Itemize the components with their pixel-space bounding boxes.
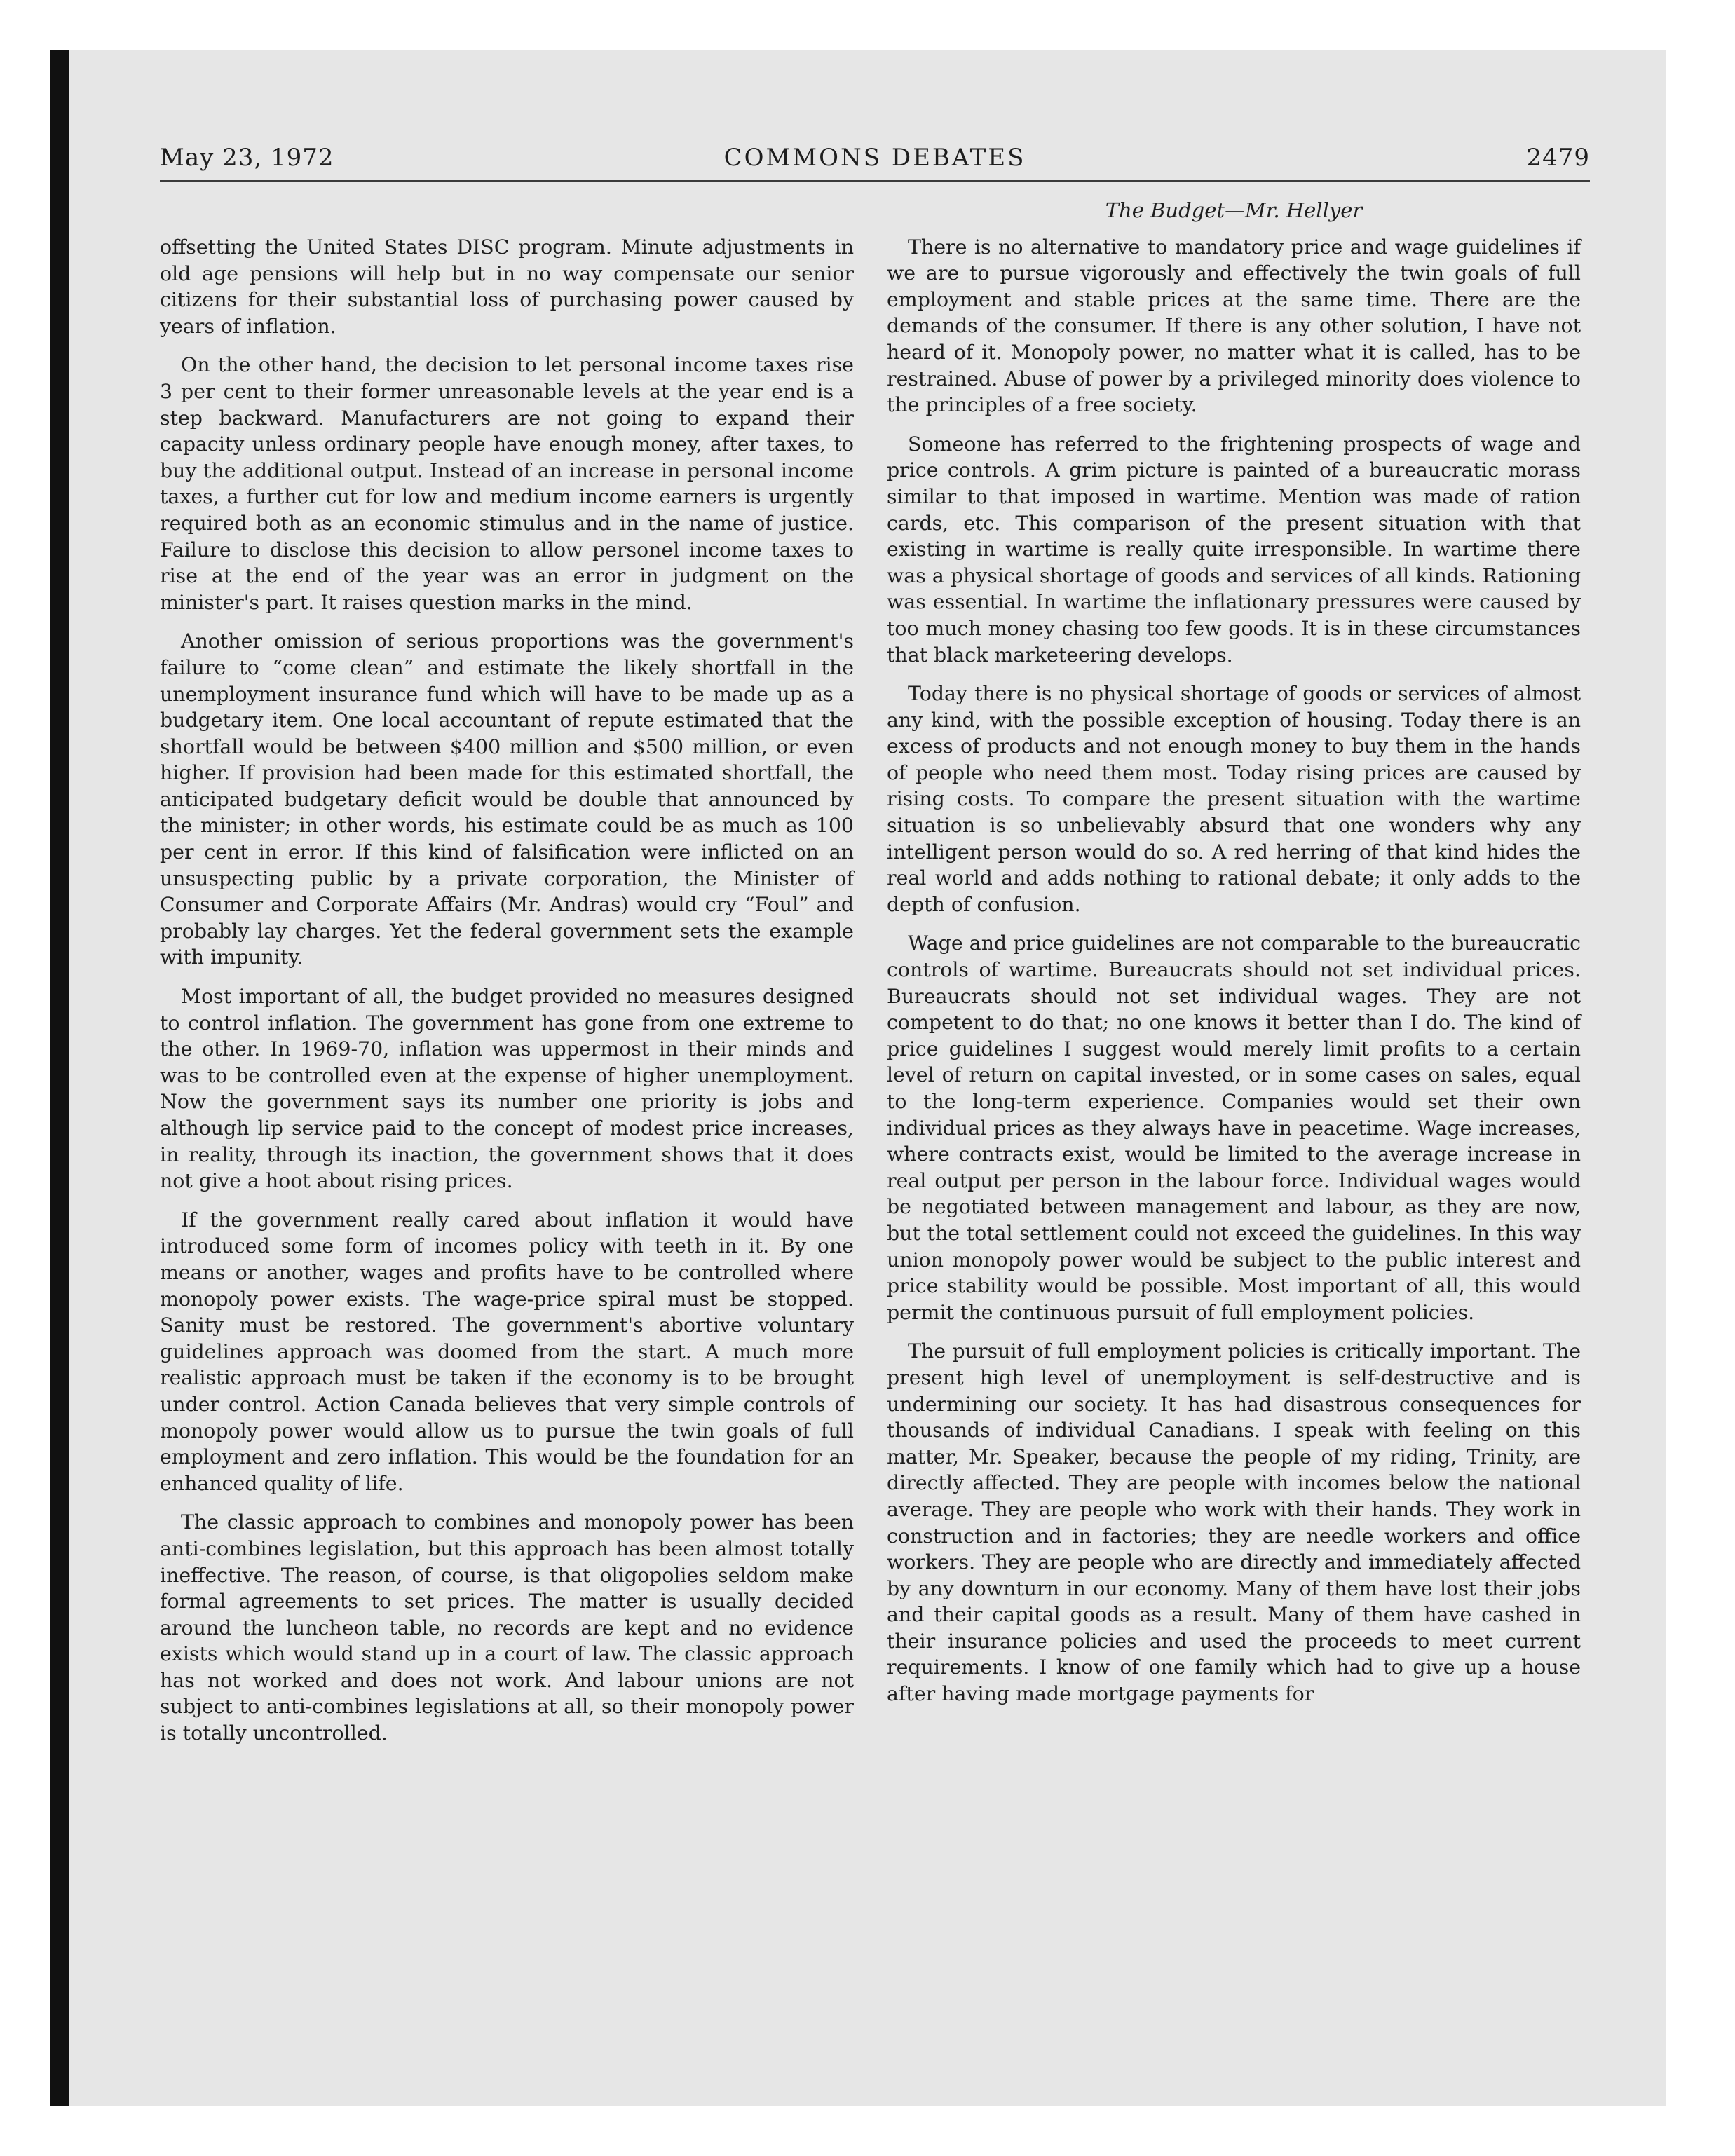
running-head: The Budget—Mr. Hellyer: [1105, 198, 1363, 222]
header-page-number: 2479: [1526, 144, 1590, 172]
paragraph: offsetting the United States DISC program. Minute adjustments in old age pensions will help but in no way compensate our senior citizens for their substantial loss of purchasing power caused by years of inflation.: [160, 236, 854, 338]
paragraph: Most important of all, the budget provided no measures designed to control inflation. The government has gone from one extreme to the other. In 1969-70, inflation was uppermost in their minds and was to be controlled even at the expense of higher unemployment. Now the government says its number one priority is jobs and although lip service paid to the concept of modest price increases, in reality, through its inaction, the government shows that it does not give a hoot about rising prices.: [160, 985, 854, 1193]
paragraph: The classic approach to combines and monopoly power has been anti-combines legislation, but this approach has been almost totally ineffective. The reason, of course, is that oligopolies seldom make formal agreements to set prices. The matter is usually decided around the luncheon table, no records are kept and no evidence exists which would stand up in a court of law. The classic approach has not worked and does not work. And labour unions are not subject to anti-combines legislations at all, so their monopoly power is totally uncontrolled.: [160, 1510, 854, 1745]
left-column: [160, 234, 854, 1759]
paragraph: The pursuit of full employment policies is critically important. The present high level of unemployment is self-destructive and is undermining our society. It has had disastrous consequences for thousands of individual Canadians. I speak with feeling on this matter, Mr. Speaker, because the people of my riding, Trinity, are directly affected. They are people with incomes below the national average. They are people who work with their hands. They work in construction and in factories; they are needle workers and office workers. They are people who are directly and immediately affected by any downturn in our economy. Many of them have lost their jobs and their capital goods as a result. Many of them have cashed in their insurance policies and used the proceeds to meet current requirements. I know of one family which had to give up a house after having made mortgage payments for: [887, 1339, 1581, 1706]
paragraph: Today there is no physical shortage of goods or services of almost any kind, with the possible exception of housing. Today there is an excess of products and not enough money to buy them in the hands of people who need them most. Today rising prices are caused by rising costs. To compare the present situation with the wartime situation is so unbelievably absurd that one wonders why any intelligent person would do so. A red herring of that kind hides the real world and adds nothing to rational debate; it only adds to the depth of confusion.: [887, 682, 1581, 916]
paragraph: Wage and price guidelines are not comparable to the bureaucratic controls of wartime. Bureaucrats should not set individual prices. Bureaucrats should not set individual wages. They are not competent to do that; no one knows it better than I do. The kind of price guidelines I suggest would merely limit profits to a certain level of return on capital invested, or in some cases on sales, equal to the long-term experience. Companies would set their own individual prices as they always have in peacetime. Wage increases, where contracts exist, would be limited to the average increase in real output per person in the labour force. Individual wages would be negotiated between management and labour, as they are now, but the total settlement could not exceed the guidelines. In this way union monopoly power would be subject to the public interest and price stability would be possible. Most important of all, this would permit the continuous pursuit of full employment policies.: [887, 932, 1581, 1324]
scan-border: [50, 50, 69, 2106]
header-title: COMMONS DEBATES: [723, 144, 1026, 172]
paragraph: If the government really cared about inflation it would have introduced some form of incomes policy with teeth in it. By one means or another, wages and profits have to be controlled where monopoly power exists. The wage-price spiral must be stopped. Sanity must be restored. The government's abortive voluntary guidelines approach was doomed from the start. A much more realistic approach must be taken if the economy is to be brought under control. Action Canada believes that very simple controls of monopoly power would allow us to pursue the twin goals of full employment and zero inflation. This would be the foundation for an enhanced quality of life.: [160, 1208, 854, 1495]
paragraph: There is no alternative to mandatory price and wage guidelines if we are to pursue vigorously and effectively the twin goals of full employment and stable prices at the same time. There are the demands of the consumer. If there is any other solution, I have not heard of it. Monopoly power, no matter what it is called, has to be restrained. Abuse of power by a privileged minority does violence to the principles of a free society.: [887, 235, 1581, 417]
page-header: [160, 144, 1590, 182]
paragraph: Someone has referred to the frightening prospects of wage and price controls. A grim picture is painted of a bureaucratic morass similar to that imposed in wartime. Mention was made of ration cards, etc. This comparison of the present situation with that existing in wartime is really quite irresponsible. In wartime there was a physical shortage of goods and services of all kinds. Rationing was essential. In wartime the inflationary pressures were caused by too much money chasing too few goods. It is in these circumstances that black marketeering develops.: [887, 432, 1581, 667]
right-column: [887, 198, 1581, 1720]
header-date: May 23, 1972: [160, 144, 334, 172]
paragraph: Another omission of serious proportions was the government's failure to “come clean” and estimate the likely shortfall in the unemployment insurance fund which will have to be made up as a budgetary item. One local accountant of repute estimated that the shortfall would be between $400 million and $500 million, or even higher. If provision had been made for this estimated shortfall, the anticipated budgetary deficit would be double that announced by the minister; in other words, his estimate could be as much as 100 per cent in error. If this kind of falsification were inflicted on an unsuspecting public by a private corporation, the Minister of Consumer and Corporate Affairs (Mr. Andras) would cry “Foul” and probably lay charges. Yet the federal government sets the example with impunity.: [160, 629, 854, 969]
paragraph: On the other hand, the decision to let personal income taxes rise 3 per cent to their former unreasonable levels at the year end is a step backward. Manufacturers are not going to expand their capacity unless ordinary people have enough money, after taxes, to buy the additional output. Instead of an increase in personal income taxes, a further cut for low and medium income earners is urgently required both as an economic stimulus and in the name of justice. Failure to disclose this decision to allow personel income taxes to rise at the end of the year was an error in judgment on the minister's part. It raises question marks in the mind.: [160, 353, 854, 614]
